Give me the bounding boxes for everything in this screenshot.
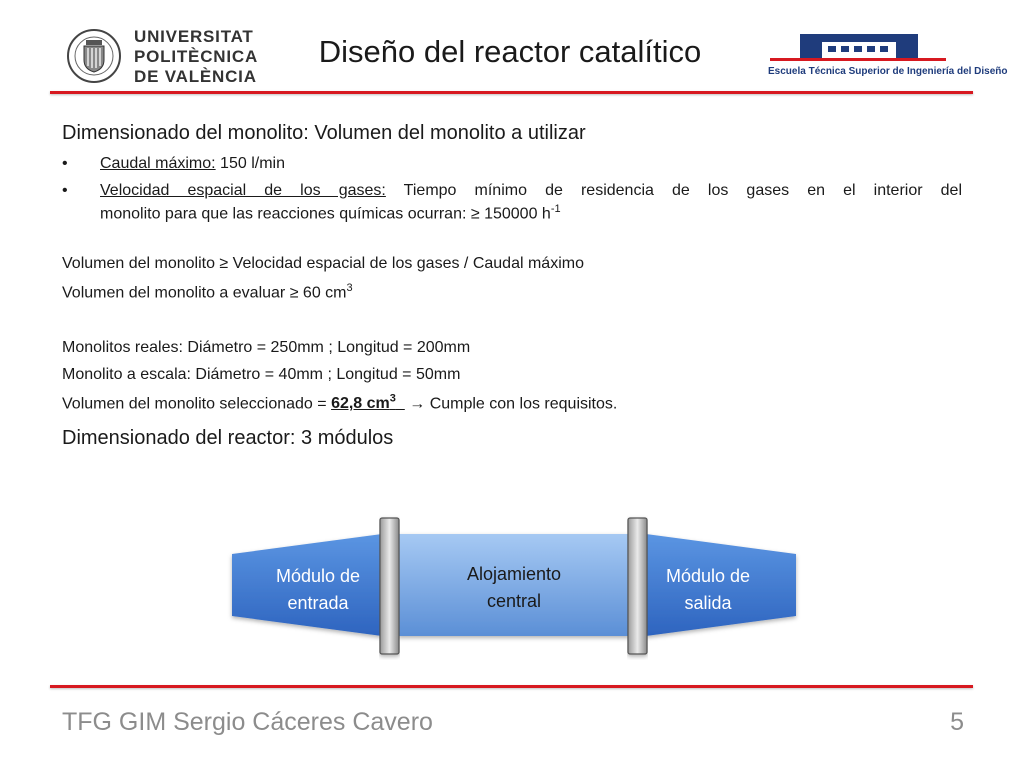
bullet-caudal — [62, 155, 962, 173]
center-label-line-2: central — [486, 591, 542, 611]
bullet-marker: • — [62, 182, 68, 199]
unit-exponent: -1 — [550, 203, 561, 215]
inlet-label-line-2: entrada — [287, 593, 349, 613]
inlet-flange — [380, 518, 399, 654]
bullet-velocidad-text-2: monolito para que las reacciones químicas ocurran: ≥ 150000 h — [100, 205, 551, 223]
bullet-caudal-value: 150 l/min — [215, 155, 285, 172]
unit-exponent: 3 — [346, 282, 353, 295]
outlet-label-line-2: salida — [684, 593, 732, 613]
footer-author: TFG GIM Sergio Cáceres Cavero — [62, 708, 433, 736]
outlet-label-line-1: Módulo de — [665, 566, 751, 586]
bullet-caudal-label: Caudal máximo: — [100, 155, 216, 172]
selected-volume-label: Volumen del monolito seleccionado = — [62, 394, 332, 412]
bullet-velocidad-line-1 — [100, 182, 962, 200]
bullet-velocidad-text: Tiempo mínimo de residencia de los gases en el interior del — [385, 182, 963, 199]
institution-name-line-1: UNIVERSITAT — [134, 27, 254, 46]
center-housing-shape — [398, 534, 630, 636]
formula-line: Volumen del monolito ≥ Velocidad espacial de los gases / Caudal máximo — [62, 255, 584, 273]
bullet-velocidad-label: Velocidad espacial de los gases: — [100, 182, 386, 199]
slide-body — [62, 122, 962, 450]
outlet-flange — [628, 518, 647, 654]
footer-divider — [50, 685, 973, 688]
eval-volume-text: Volumen del monolito a evaluar ≥ 60 cm — [62, 284, 347, 302]
bullet-marker: • — [62, 155, 68, 172]
slide-number: 5 — [950, 708, 964, 736]
inlet-label-line-1: Módulo de — [275, 566, 361, 586]
section-heading-monolith: Dimensionado del monolito: Volumen del monolito a utilizar — [62, 122, 586, 144]
header-divider — [50, 91, 973, 94]
selected-volume-line — [62, 393, 962, 413]
school-name: Escuela Técnica Superior de Ingeniería del Diseño — [768, 66, 1008, 77]
section-heading-reactor: Dimensionado del reactor: 3 módulos — [62, 426, 394, 449]
scale-monolith-line: Monolito a escala: Diámetro = 40mm ; Longitud = 50mm — [62, 365, 461, 383]
reactor-module-diagram — [226, 512, 804, 660]
center-label-line-1: Alojamiento — [466, 564, 562, 584]
upv-seal-logo — [66, 28, 122, 84]
selected-volume-value — [331, 392, 405, 412]
institution-name-line-2: POLITÈCNICA — [134, 47, 259, 66]
bullet-velocidad-line-2 — [100, 203, 962, 223]
slide-title: Diseño del reactor catalítico — [318, 34, 702, 69]
institution-name — [134, 27, 258, 87]
selected-volume-number: 62,8 cm — [331, 394, 390, 412]
unit-exponent: 3 — [389, 392, 396, 405]
eval-volume-line — [62, 282, 962, 302]
bullet-velocidad — [62, 182, 962, 223]
institution-name-line-3: DE VALÈNCIA — [134, 67, 257, 86]
real-monolith-line: Monolitos reales: Diámetro = 250mm ; Longitud = 200mm — [62, 338, 471, 356]
right-arrow-icon: → — [409, 394, 426, 412]
requirement-status-text: Cumple con los requisitos. — [425, 394, 618, 412]
school-logo — [770, 34, 946, 64]
